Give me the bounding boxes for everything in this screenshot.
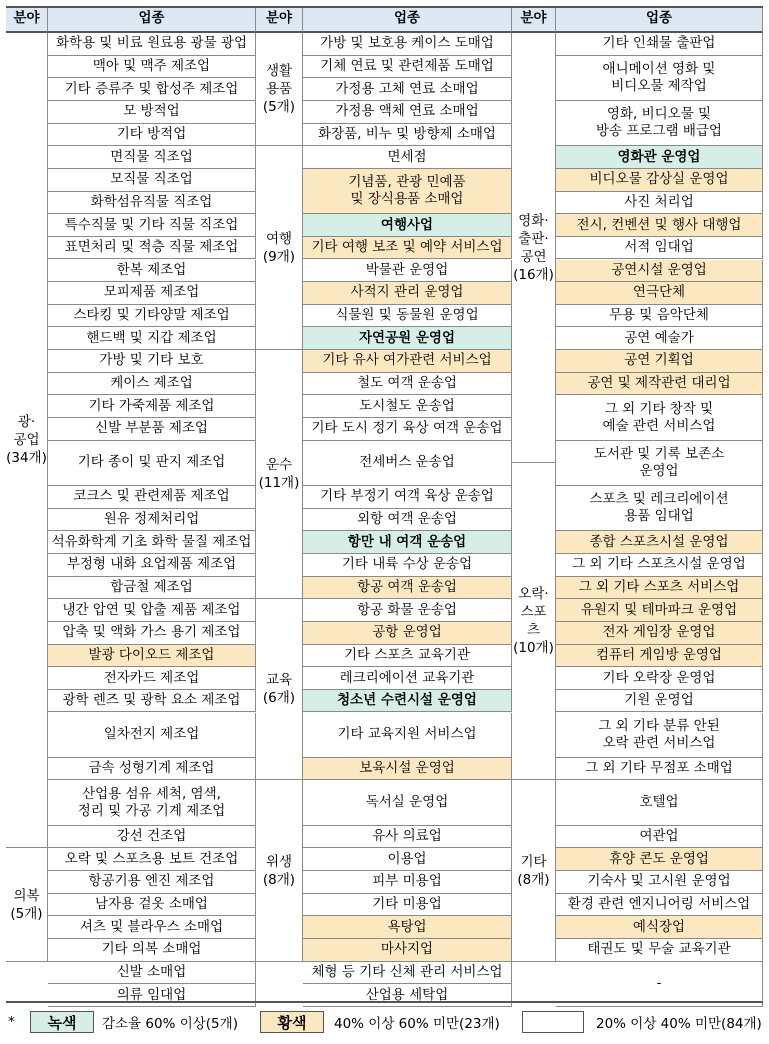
industry-cell: 기타 오락장 운영업 xyxy=(556,667,763,690)
industry-cell: 코크스 및 관련제품 제조업 xyxy=(48,486,256,509)
category-cell: 운수 (11개) xyxy=(256,350,303,599)
industry-cell: 표면처리 및 적층 직물 제조업 xyxy=(48,237,256,260)
industry-cell: 오락 및 스포츠용 보트 건조업 xyxy=(48,848,256,871)
industry-cell: 비디오물 감상실 운영업 xyxy=(556,169,763,192)
industry-cell: 기타 부정기 여객 육상 운송업 xyxy=(303,486,512,509)
industry-cell: 기타 가죽제품 제조업 xyxy=(48,395,256,418)
industry-cell: 강선 건조업 xyxy=(48,826,256,849)
industry-cell: 태권도 및 무술 교육기관 xyxy=(556,939,763,962)
header-field: 분야 xyxy=(256,6,303,33)
industry-cell: 그 외 기타 스포츠 서비스업 xyxy=(556,577,763,600)
industry-cell: 일차전지 제조업 xyxy=(48,713,256,758)
industry-cell: 무용 및 음악단체 xyxy=(556,305,763,328)
industry-cell: 애니메이션 영화 및 비디오물 제작업 xyxy=(556,56,763,101)
industry-cell: 특수직물 및 기타 직물 직조업 xyxy=(48,214,256,237)
industry-cell: 항공 여객 운송업 xyxy=(303,577,512,600)
industry-cell: 기타 도시 정기 육상 여객 운송업 xyxy=(303,418,512,441)
industry-cell: 그 외 기타 창작 및 예술 관련 서비스업 xyxy=(556,395,763,440)
category-cell: 위생 (8개) xyxy=(256,780,303,961)
industry-cell: 항공 화물 운송업 xyxy=(303,599,512,622)
industry-cell: 공연 기획업 xyxy=(556,350,763,373)
industry-cell: 전자 게임장 운영업 xyxy=(556,622,763,645)
industry-cell: 기타 미용업 xyxy=(303,894,512,917)
category-cell: 오락· 스포 츠 (10개) xyxy=(512,463,556,780)
industry-cell: 종합 스포츠시설 운영업 xyxy=(556,531,763,554)
industry-cell: 산업용 섬유 세척, 염색, 정리 및 가공 기계 제조업 xyxy=(48,780,256,825)
industry-cell: 항만 내 여객 운송업 xyxy=(303,531,512,554)
industry-cell: 사진 처리업 xyxy=(556,192,763,215)
industry-cell: 가방 및 기타 보호 xyxy=(48,350,256,373)
industry-cell: - xyxy=(556,962,763,1007)
industry-cell: 휴양 콘도 운영업 xyxy=(556,848,763,871)
legend-green-swatch: 녹색 xyxy=(30,1011,94,1033)
industry-cell: 호텔업 xyxy=(556,780,763,825)
industry-cell: 기타 종이 및 판지 제조업 xyxy=(48,441,256,486)
legend-yellow-swatch: 황색 xyxy=(260,1011,324,1033)
legend xyxy=(6,1010,763,1038)
industry-cell: 유원지 및 테마파크 운영업 xyxy=(556,599,763,622)
industry-cell: 맥아 및 맥주 제조업 xyxy=(48,56,256,79)
industry-cell: 여행사업 xyxy=(303,214,512,237)
industry-cell: 독서실 운영업 xyxy=(303,780,512,825)
industry-cell: 신발 소매업 xyxy=(48,962,256,985)
industry-cell: 그 외 기타 스포츠시설 운영업 xyxy=(556,554,763,577)
industry-cell: 공연 예술가 xyxy=(556,327,763,350)
industry-cell: 철도 여객 운송업 xyxy=(303,373,512,396)
industry-cell: 환경 관련 엔지니어링 서비스업 xyxy=(556,894,763,917)
industry-cell: 케이스 제조업 xyxy=(48,373,256,396)
industry-cell: 기념품, 관광 민예품 및 장식용품 소매업 xyxy=(303,169,512,214)
industry-cell: 면세점 xyxy=(303,146,512,169)
legend-green-desc: 감소율 60% 이상(5개) xyxy=(102,1016,238,1032)
industry-table xyxy=(6,6,763,1003)
industry-cell: 신발 부분품 제조업 xyxy=(48,418,256,441)
industry-cell: 컴퓨터 게임방 운영업 xyxy=(556,645,763,668)
industry-cell: 스타킹 및 기타양말 제조업 xyxy=(48,305,256,328)
industry-cell: 합금철 제조업 xyxy=(48,577,256,600)
industry-cell: 기타 유사 여가관련 서비스업 xyxy=(303,350,512,373)
industry-cell: 공연 및 제작관련 대리업 xyxy=(556,373,763,396)
industry-cell: 발광 다이오드 제조업 xyxy=(48,645,256,668)
legend-yellow-desc: 40% 이상 60% 미만(23개) xyxy=(334,1016,500,1032)
industry-cell: 그 외 기타 무점포 소매업 xyxy=(556,758,763,781)
industry-cell: 기타 증류주 및 합성주 제조업 xyxy=(48,78,256,101)
industry-cell: 모 방적업 xyxy=(48,101,256,124)
industry-cell: 기체 연료 및 관련제품 도매업 xyxy=(303,56,512,79)
industry-cell: 가정용 액체 연료 소매업 xyxy=(303,101,512,124)
industry-cell: 사적지 관리 운영업 xyxy=(303,282,512,305)
industry-cell: 광학 렌즈 및 광학 요소 제조업 xyxy=(48,690,256,713)
industry-cell: 냉간 압연 및 압출 제품 제조업 xyxy=(48,599,256,622)
category-cell: 교육 (6개) xyxy=(256,599,303,780)
industry-cell: 의류 임대업 xyxy=(48,984,256,1007)
header-industry: 업종 xyxy=(303,6,512,33)
header-industry: 업종 xyxy=(556,6,763,33)
industry-cell: 기원 운영업 xyxy=(556,690,763,713)
header-industry: 업종 xyxy=(48,6,256,33)
industry-cell: 이용업 xyxy=(303,848,512,871)
industry-cell: 욕탕업 xyxy=(303,916,512,939)
industry-cell: 기타 의복 소매업 xyxy=(48,939,256,962)
industry-cell: 금속 성형기계 제조업 xyxy=(48,758,256,781)
industry-cell: 기숙사 및 고시원 운영업 xyxy=(556,871,763,894)
industry-cell: 원유 정제처리업 xyxy=(48,509,256,532)
industry-cell: 면직물 직조업 xyxy=(48,146,256,169)
industry-cell: 기타 인쇄물 출판업 xyxy=(556,33,763,56)
legend-yellow xyxy=(260,1010,500,1034)
industry-cell: 모직물 직조업 xyxy=(48,169,256,192)
industry-cell: 모피제품 제조업 xyxy=(48,282,256,305)
industry-cell: 도시철도 운송업 xyxy=(303,395,512,418)
legend-white-swatch xyxy=(522,1011,584,1033)
industry-cell: 전자카드 제조업 xyxy=(48,667,256,690)
industry-cell: 예식장업 xyxy=(556,916,763,939)
category-cell: 생활 용품 (5개) xyxy=(256,33,303,146)
industry-cell: 청소년 수련시설 운영업 xyxy=(303,690,512,713)
industry-cell: 기타 교육지원 서비스업 xyxy=(303,713,512,758)
header-field: 분야 xyxy=(6,6,48,33)
legend-white xyxy=(522,1010,762,1034)
industry-cell: 가방 및 보호용 케이스 도매업 xyxy=(303,33,512,56)
industry-cell: 핸드백 및 지갑 제조업 xyxy=(48,327,256,350)
industry-cell: 가정용 고체 연료 소매업 xyxy=(303,78,512,101)
category-cell: 기타 (8개) xyxy=(512,780,556,961)
industry-cell: 전세버스 운송업 xyxy=(303,441,512,486)
industry-cell: 기타 스포츠 교육기관 xyxy=(303,645,512,668)
industry-cell: 화학섬유직물 직조업 xyxy=(48,192,256,215)
industry-cell: 마사지업 xyxy=(303,939,512,962)
category-cell: 영화· 출판· 공연 (16개) xyxy=(512,33,556,463)
industry-cell: 여관업 xyxy=(556,826,763,849)
industry-cell: 피부 미용업 xyxy=(303,871,512,894)
industry-cell: 기타 방적업 xyxy=(48,124,256,147)
industry-cell: 자연공원 운영업 xyxy=(303,327,512,350)
industry-cell: 압축 및 액화 가스 용기 제조업 xyxy=(48,622,256,645)
industry-cell: 유사 의료업 xyxy=(303,826,512,849)
industry-cell: 기타 여행 보조 및 예약 서비스업 xyxy=(303,237,512,260)
industry-cell: 한복 제조업 xyxy=(48,260,256,283)
industry-cell: 영화, 비디오물 및 방송 프로그램 배급업 xyxy=(556,101,763,146)
industry-cell: 남자용 겉옷 소매업 xyxy=(48,894,256,917)
industry-cell: 화학용 및 비료 원료용 광물 광업 xyxy=(48,33,256,56)
legend-white-desc: 20% 이상 40% 미만(84개) xyxy=(596,1016,762,1032)
industry-cell: 항공기용 엔진 제조업 xyxy=(48,871,256,894)
industry-cell: 서적 임대업 xyxy=(556,237,763,260)
industry-cell: 레크리에이션 교육기관 xyxy=(303,667,512,690)
industry-cell: 공연시설 운영업 xyxy=(556,260,763,283)
industry-cell: 그 외 기타 분류 안된 오락 관련 서비스업 xyxy=(556,713,763,758)
industry-cell: 화장품, 비누 및 방향제 소매업 xyxy=(303,124,512,147)
header-field: 분야 xyxy=(512,6,556,33)
industry-cell: 체형 등 기타 신체 관리 서비스업 xyxy=(303,962,512,985)
industry-cell: 공항 운영업 xyxy=(303,622,512,645)
industry-cell: 외항 여객 운송업 xyxy=(303,509,512,532)
industry-cell: 연극단체 xyxy=(556,282,763,305)
industry-cell: 도서관 및 기록 보존소 운영업 xyxy=(556,441,763,486)
category-cell: 여행 (9개) xyxy=(256,146,303,350)
industry-cell: 기타 내륙 수상 운송업 xyxy=(303,554,512,577)
category-cell: 의복 (5개) xyxy=(6,848,48,961)
industry-cell: 전시, 컨벤션 및 행사 대행업 xyxy=(556,214,763,237)
legend-asterisk: * xyxy=(8,1014,15,1030)
legend-green xyxy=(30,1010,238,1034)
industry-cell: 부정형 내화 요업제품 제조업 xyxy=(48,554,256,577)
industry-cell: 셔츠 및 블라우스 소매업 xyxy=(48,916,256,939)
industry-cell: 석유화학계 기초 화학 물질 제조업 xyxy=(48,531,256,554)
category-cell: 광· 공업 (34개) xyxy=(6,33,48,848)
industry-cell: 보육시설 운영업 xyxy=(303,758,512,781)
industry-cell: 박물관 운영업 xyxy=(303,260,512,283)
industry-cell: 영화관 운영업 xyxy=(556,146,763,169)
industry-cell: 산업용 세탁업 xyxy=(303,984,512,1007)
industry-cell: 스포츠 및 레크리에이션 용품 임대업 xyxy=(556,486,763,531)
industry-cell: 식물원 및 동물원 운영업 xyxy=(303,305,512,328)
